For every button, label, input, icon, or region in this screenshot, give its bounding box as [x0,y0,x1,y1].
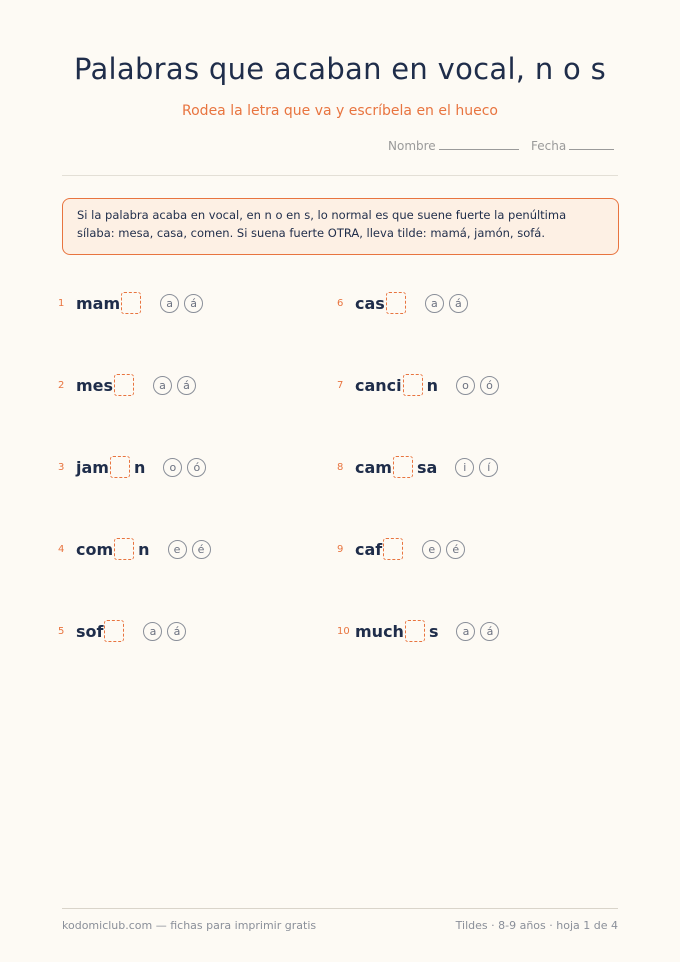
exercise-item [337,288,468,318]
date-field[interactable] [531,139,614,153]
word [76,538,150,560]
letter-blank[interactable] [383,538,403,560]
letter-option[interactable]: o [456,376,475,395]
word-start: canci [355,375,402,395]
page-subtitle: Rodea la letra que va y escríbela en el hueco [182,103,498,119]
word-end: sa [416,457,438,477]
item-number: 7 [337,379,344,391]
letter-option[interactable]: a [425,294,444,313]
name-line[interactable] [439,149,519,150]
info-text: Si la palabra acaba en vocal, en n o en s, lo normal es que suene fuerte la penúltima sílaba: mesa, casa, comen. Si suena fuerte OTRA, lleva tilde: mamá, jamón, sofá. [77,208,567,240]
item-number: 5 [58,625,65,637]
exercise-item [58,370,196,400]
letter-blank[interactable] [405,620,425,642]
letter-option[interactable]: é [192,540,211,559]
info-box [62,198,619,255]
letter-option[interactable]: í [479,458,498,477]
letter-blank[interactable] [121,292,141,314]
letter-option[interactable]: a [160,294,179,313]
letter-option[interactable]: e [422,540,441,559]
word-start: jam [76,457,109,477]
letter-options [143,622,186,641]
letter-option[interactable]: a [153,376,172,395]
letter-option[interactable]: a [143,622,162,641]
exercise-item [337,534,465,564]
word [76,292,142,314]
word-end: n [133,457,146,477]
date-label: Fecha [531,139,567,153]
item-number: 6 [337,297,344,309]
item-number: 3 [58,461,65,473]
header-divider [62,175,618,176]
letter-option[interactable]: e [168,540,187,559]
letter-options [456,376,499,395]
word [76,374,135,396]
letter-options [163,458,206,477]
page-title: Palabras que acaban en vocal, n o s [73,52,607,86]
letter-options [456,622,499,641]
letter-option[interactable]: á [184,294,203,313]
letter-option[interactable]: á [167,622,186,641]
letter-blank[interactable] [403,374,423,396]
letter-option[interactable]: á [177,376,196,395]
word-start: mes [76,375,114,395]
item-number: 4 [58,543,65,555]
letter-blank[interactable] [393,456,413,478]
letter-option[interactable]: á [480,622,499,641]
letter-blank[interactable] [386,292,406,314]
word-end: s [428,621,439,641]
word-start: cam [355,457,392,477]
word [355,620,438,642]
letter-blank[interactable] [110,456,130,478]
letter-options [422,540,465,559]
footer-site: kodomiclub.com — fichas para imprimir gratis [62,919,317,932]
letter-option[interactable]: é [446,540,465,559]
item-number: 2 [58,379,65,391]
word-start: mam [76,293,121,313]
footer-divider [62,908,618,909]
date-line[interactable] [569,149,614,150]
exercise-item [58,534,211,564]
exercise-item [337,452,498,482]
word-start: much [355,621,404,641]
letter-option[interactable]: ó [187,458,206,477]
word-start: com [76,539,114,559]
item-number: 8 [337,461,344,473]
footer-sheet-info: Tildes · 8-9 años · hoja 1 de 4 [455,919,618,932]
letter-blank[interactable] [104,620,124,642]
letter-blank[interactable] [114,538,134,560]
word-start: sof [76,621,104,641]
word-end: n [426,375,439,395]
item-number: 1 [58,297,65,309]
letter-options [455,458,498,477]
letter-blank[interactable] [114,374,134,396]
exercise-item [58,452,206,482]
letter-options [168,540,211,559]
letter-option[interactable]: ó [480,376,499,395]
word-start: caf [355,539,383,559]
name-label: Nombre [388,139,436,153]
letter-option[interactable]: i [455,458,474,477]
word [76,456,145,478]
letter-options [153,376,196,395]
word-end: n [138,539,150,559]
item-number: 9 [337,543,344,555]
word [355,538,404,560]
exercise-item [58,616,186,646]
exercise-item [337,370,499,400]
letter-options [160,294,203,313]
word [76,620,125,642]
name-field[interactable] [388,139,519,153]
letter-option[interactable]: o [163,458,182,477]
word [355,456,437,478]
letter-options [425,294,468,313]
word-start: cas [355,293,385,313]
letter-option[interactable]: a [456,622,475,641]
item-number: 10 [337,625,350,637]
word [355,292,407,314]
letter-option[interactable]: á [449,294,468,313]
word [355,374,438,396]
exercise-item [337,616,499,646]
exercise-item [58,288,203,318]
